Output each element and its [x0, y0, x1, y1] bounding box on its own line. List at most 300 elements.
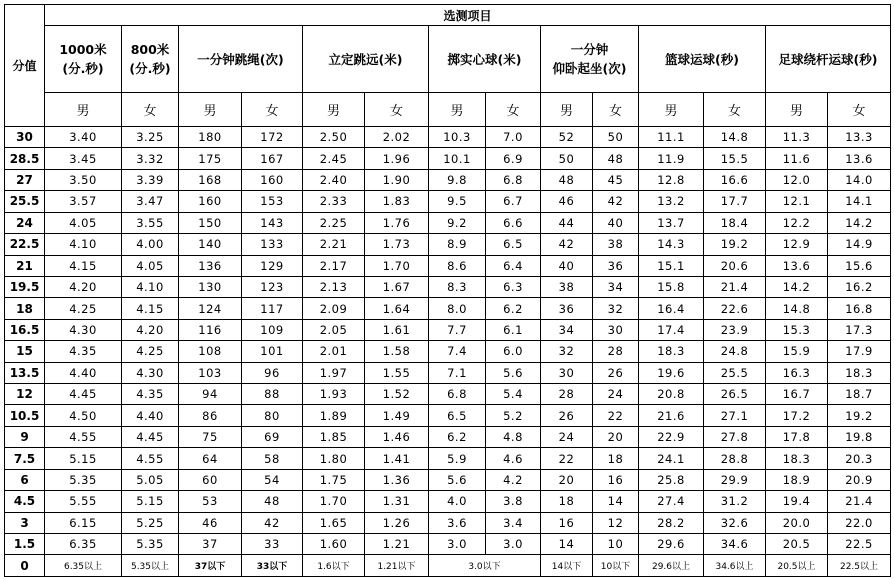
table-cell: 14.2 — [828, 212, 891, 233]
table-cell: 22.6 — [704, 298, 766, 319]
table-cell: 4.40 — [122, 405, 179, 426]
table-cell: 75 — [179, 426, 242, 447]
table-cell: 16 — [541, 512, 593, 533]
table-cell: 3.57 — [45, 191, 122, 212]
table-cell: 1.60 — [303, 534, 365, 555]
table-cell: 1.41 — [365, 448, 429, 469]
table-cell: 19.8 — [828, 426, 891, 447]
table-cell: 167 — [242, 148, 303, 169]
table-row — [5, 276, 891, 297]
table-cell: 2.17 — [303, 255, 365, 276]
table-cell: 4.35 — [122, 384, 179, 405]
table-cell: 2.13 — [303, 276, 365, 297]
table-cell: 4.50 — [45, 405, 122, 426]
table-cell: 11.9 — [639, 148, 704, 169]
table-cell: 53 — [179, 491, 242, 512]
table-cell: 5.05 — [122, 469, 179, 490]
table-cell: 33 — [242, 534, 303, 555]
table-cell: 6.1 — [486, 319, 541, 340]
table-cell: 101 — [242, 341, 303, 362]
score-value: 15 — [5, 341, 45, 362]
table-cell: 26 — [593, 362, 639, 383]
table-cell: 32 — [593, 298, 639, 319]
table-cell: 1.93 — [303, 384, 365, 405]
table-cell: 4.30 — [122, 362, 179, 383]
table-cell: 94 — [179, 384, 242, 405]
score-value: 12 — [5, 384, 45, 405]
table-cell: 13.6 — [766, 255, 828, 276]
table-cell: 4.6 — [486, 448, 541, 469]
table-cell: 6.35 — [45, 534, 122, 555]
table-cell: 3.55 — [122, 212, 179, 233]
score-value: 22.5 — [5, 234, 45, 255]
table-cell: 19.2 — [828, 405, 891, 426]
score-value: 27 — [5, 169, 45, 190]
table-cell: 1.70 — [365, 255, 429, 276]
table-cell: 150 — [179, 212, 242, 233]
table-row — [5, 426, 891, 447]
table-cell: 1.31 — [365, 491, 429, 512]
table-cell: 18 — [593, 448, 639, 469]
female-header: 女 — [122, 93, 179, 127]
table-cell: 25.8 — [639, 469, 704, 490]
male-header: 男 — [45, 93, 122, 127]
table-cell: 27.8 — [704, 426, 766, 447]
table-cell: 10.3 — [429, 127, 486, 148]
table-cell: 3.45 — [45, 148, 122, 169]
table-cell: 38 — [593, 234, 639, 255]
table-cell: 3.40 — [45, 127, 122, 148]
table-cell: 4.00 — [122, 234, 179, 255]
table-cell: 108 — [179, 341, 242, 362]
table-cell: 130 — [179, 276, 242, 297]
table-cell: 20.0 — [766, 512, 828, 533]
table-cell: 4.20 — [45, 276, 122, 297]
table-row — [5, 255, 891, 276]
table-cell: 4.05 — [45, 212, 122, 233]
table-cell: 2.25 — [303, 212, 365, 233]
table-cell: 23.9 — [704, 319, 766, 340]
table-cell: 24.8 — [704, 341, 766, 362]
table-cell: 22 — [541, 448, 593, 469]
table-cell: 13.7 — [639, 212, 704, 233]
score-value: 0 — [5, 555, 45, 577]
table-cell: 17.3 — [828, 319, 891, 340]
table-cell: 4.55 — [45, 426, 122, 447]
table-cell: 45 — [593, 169, 639, 190]
table-cell: 17.4 — [639, 319, 704, 340]
female-header: 女 — [242, 93, 303, 127]
table-cell: 5.2 — [486, 405, 541, 426]
score-value: 24 — [5, 212, 45, 233]
table-cell: 26 — [541, 405, 593, 426]
table-cell: 16.3 — [766, 362, 828, 383]
table-cell: 136 — [179, 255, 242, 276]
table-cell: 2.33 — [303, 191, 365, 212]
table-row — [5, 534, 891, 555]
table-cell: 123 — [242, 276, 303, 297]
table-cell: 12.9 — [766, 234, 828, 255]
male-header: 男 — [179, 93, 242, 127]
table-cell: 13.2 — [639, 191, 704, 212]
score-value: 13.5 — [5, 362, 45, 383]
table-cell: 33以下 — [242, 555, 303, 577]
table-cell: 2.40 — [303, 169, 365, 190]
item-header-line1: 800米 — [130, 42, 170, 57]
table-cell: 1.52 — [365, 384, 429, 405]
table-cell: 13.6 — [828, 148, 891, 169]
table-cell: 44 — [541, 212, 593, 233]
table-row — [5, 469, 891, 490]
item-header-line2: (分.秒) — [62, 61, 104, 76]
table-cell: 48 — [541, 169, 593, 190]
table-cell: 5.55 — [45, 491, 122, 512]
table-cell: 37以下 — [179, 555, 242, 577]
table-cell: 4.25 — [122, 341, 179, 362]
table-cell: 52 — [541, 127, 593, 148]
table-cell: 4.30 — [45, 319, 122, 340]
table-cell: 1.75 — [303, 469, 365, 490]
table-cell: 5.6 — [429, 469, 486, 490]
table-cell: 4.55 — [122, 448, 179, 469]
item-header-6 — [639, 26, 766, 93]
table-cell: 12 — [593, 512, 639, 533]
table-cell: 3.4 — [486, 512, 541, 533]
table-cell: 64 — [179, 448, 242, 469]
table-cell: 34.6以上 — [704, 555, 766, 577]
table-cell: 6.5 — [429, 405, 486, 426]
table-cell: 27.4 — [639, 491, 704, 512]
table-cell: 5.15 — [45, 448, 122, 469]
table-cell: 4.35 — [45, 341, 122, 362]
table-cell: 40 — [593, 212, 639, 233]
table-cell: 129 — [242, 255, 303, 276]
item-header-7 — [766, 26, 891, 93]
table-cell: 3.0 — [429, 534, 486, 555]
table-cell: 2.50 — [303, 127, 365, 148]
score-value: 28.5 — [5, 148, 45, 169]
group-title: 选测项目 — [45, 5, 891, 26]
table-cell: 1.55 — [365, 362, 429, 383]
table-cell: 50 — [593, 127, 639, 148]
table-cell: 36 — [593, 255, 639, 276]
item-header-line1: 1000米 — [59, 42, 107, 57]
item-header-2 — [179, 26, 303, 93]
item-header-line1: 一分钟跳绳(次) — [197, 52, 284, 67]
score-value: 19.5 — [5, 276, 45, 297]
table-row — [5, 448, 891, 469]
table-cell: 5.35 — [45, 469, 122, 490]
table-cell: 14 — [593, 491, 639, 512]
item-header-5 — [541, 26, 639, 93]
table-cell: 3.50 — [45, 169, 122, 190]
table-cell: 28.2 — [639, 512, 704, 533]
table-cell: 8.6 — [429, 255, 486, 276]
table-cell: 153 — [242, 191, 303, 212]
table-cell: 3.32 — [122, 148, 179, 169]
table-cell: 2.09 — [303, 298, 365, 319]
table-row — [5, 405, 891, 426]
table-cell: 4.15 — [122, 298, 179, 319]
table-cell: 5.4 — [486, 384, 541, 405]
table-cell: 14.9 — [828, 234, 891, 255]
table-cell: 19.2 — [704, 234, 766, 255]
table-cell: 6.3 — [486, 276, 541, 297]
table-cell: 15.9 — [766, 341, 828, 362]
table-cell: 18.4 — [704, 212, 766, 233]
table-cell: 88 — [242, 384, 303, 405]
table-cell: 6.15 — [45, 512, 122, 533]
table-row — [5, 212, 891, 233]
table-cell: 10 — [593, 534, 639, 555]
table-cell: 27.1 — [704, 405, 766, 426]
score-value: 16.5 — [5, 319, 45, 340]
table-cell: 2.01 — [303, 341, 365, 362]
score-header: 分值 — [5, 5, 45, 127]
table-cell: 15.1 — [639, 255, 704, 276]
table-cell: 5.35以上 — [122, 555, 179, 577]
table-cell: 22.5 — [828, 534, 891, 555]
table-cell: 160 — [242, 169, 303, 190]
table-cell: 4.8 — [486, 426, 541, 447]
table-cell: 12.8 — [639, 169, 704, 190]
item-header-1 — [122, 26, 179, 93]
item-header-line2: 仰卧起坐(次) — [552, 61, 627, 76]
table-cell: 29.9 — [704, 469, 766, 490]
table-cell: 7.0 — [486, 127, 541, 148]
score-value: 6 — [5, 469, 45, 490]
table-cell: 1.21 — [365, 534, 429, 555]
table-cell: 168 — [179, 169, 242, 190]
score-value: 10.5 — [5, 405, 45, 426]
table-cell: 20.8 — [639, 384, 704, 405]
table-cell: 4.45 — [45, 384, 122, 405]
item-header-3 — [303, 26, 429, 93]
table-cell: 21.4 — [704, 276, 766, 297]
table-cell: 116 — [179, 319, 242, 340]
table-cell: 6.2 — [429, 426, 486, 447]
table-cell: 1.70 — [303, 491, 365, 512]
table-cell: 17.7 — [704, 191, 766, 212]
table-cell: 69 — [242, 426, 303, 447]
table-cell: 24 — [541, 426, 593, 447]
table-cell: 25.5 — [704, 362, 766, 383]
item-header-line1: 足球绕杆运球(秒) — [778, 52, 878, 67]
table-cell: 172 — [242, 127, 303, 148]
table-cell: 1.85 — [303, 426, 365, 447]
table-cell: 6.4 — [486, 255, 541, 276]
table-cell: 4.40 — [45, 362, 122, 383]
table-cell: 80 — [242, 405, 303, 426]
table-cell: 36 — [541, 298, 593, 319]
table-cell: 22.0 — [828, 512, 891, 533]
table-row — [5, 148, 891, 169]
table-cell: 86 — [179, 405, 242, 426]
table-cell: 1.58 — [365, 341, 429, 362]
table-cell: 1.65 — [303, 512, 365, 533]
table-cell: 11.6 — [766, 148, 828, 169]
table-cell: 14.8 — [704, 127, 766, 148]
table-cell: 17.8 — [766, 426, 828, 447]
table-cell: 3.6 — [429, 512, 486, 533]
table-cell: 10.1 — [429, 148, 486, 169]
item-header-line1: 掷实心球(米) — [447, 52, 522, 67]
table-cell: 117 — [242, 298, 303, 319]
table-cell: 14.2 — [766, 276, 828, 297]
score-value: 7.5 — [5, 448, 45, 469]
table-row — [5, 298, 891, 319]
table-cell: 1.80 — [303, 448, 365, 469]
table-cell: 103 — [179, 362, 242, 383]
female-header: 女 — [704, 93, 766, 127]
table-cell: 5.15 — [122, 491, 179, 512]
table-row — [5, 341, 891, 362]
table-cell: 14以下 — [541, 555, 593, 577]
table-cell: 8.0 — [429, 298, 486, 319]
male-header: 男 — [429, 93, 486, 127]
table-cell: 20 — [593, 426, 639, 447]
table-row — [5, 384, 891, 405]
table-cell: 16 — [593, 469, 639, 490]
table-cell: 18.3 — [766, 448, 828, 469]
score-value: 25.5 — [5, 191, 45, 212]
table-cell: 20.9 — [828, 469, 891, 490]
table-cell: 6.7 — [486, 191, 541, 212]
table-cell: 42 — [593, 191, 639, 212]
table-cell: 1.89 — [303, 405, 365, 426]
table-cell: 46 — [541, 191, 593, 212]
table-cell: 28.8 — [704, 448, 766, 469]
table-cell: 4.45 — [122, 426, 179, 447]
score-value: 3 — [5, 512, 45, 533]
table-cell: 29.6以上 — [639, 555, 704, 577]
table-cell: 5.9 — [429, 448, 486, 469]
table-cell: 22.9 — [639, 426, 704, 447]
table-cell: 60 — [179, 469, 242, 490]
female-header: 女 — [365, 93, 429, 127]
table-cell: 15.5 — [704, 148, 766, 169]
table-cell: 4.20 — [122, 319, 179, 340]
table-cell: 2.05 — [303, 319, 365, 340]
table-cell: 1.76 — [365, 212, 429, 233]
table-cell: 18.9 — [766, 469, 828, 490]
table-row — [5, 191, 891, 212]
table-cell: 20.6 — [704, 255, 766, 276]
table-cell: 4.05 — [122, 255, 179, 276]
table-cell: 4.10 — [122, 276, 179, 297]
table-cell: 34.6 — [704, 534, 766, 555]
table-cell: 14.8 — [766, 298, 828, 319]
table-cell: 50 — [541, 148, 593, 169]
score-value: 4.5 — [5, 491, 45, 512]
table-row — [5, 169, 891, 190]
table-cell: 2.02 — [365, 127, 429, 148]
table-cell: 6.2 — [486, 298, 541, 319]
table-cell: 6.5 — [486, 234, 541, 255]
table-cell: 11.3 — [766, 127, 828, 148]
table-cell: 28 — [541, 384, 593, 405]
table-cell: 10以下 — [593, 555, 639, 577]
table-cell: 14 — [541, 534, 593, 555]
table-cell: 5.6 — [486, 362, 541, 383]
table-cell: 42 — [541, 234, 593, 255]
table-cell: 2.45 — [303, 148, 365, 169]
table-cell: 1.6以下 — [303, 555, 365, 577]
item-header-line2: (分.秒) — [129, 61, 171, 76]
table-cell: 2.21 — [303, 234, 365, 255]
table-cell: 17.9 — [828, 341, 891, 362]
table-cell: 1.83 — [365, 191, 429, 212]
table-cell: 18.3 — [828, 362, 891, 383]
table-cell: 20.5以上 — [766, 555, 828, 577]
table-cell: 16.4 — [639, 298, 704, 319]
table-cell: 3.25 — [122, 127, 179, 148]
table-cell: 1.46 — [365, 426, 429, 447]
table-cell: 5.25 — [122, 512, 179, 533]
table-cell: 1.73 — [365, 234, 429, 255]
table-cell: 19.4 — [766, 491, 828, 512]
table-cell: 19.6 — [639, 362, 704, 383]
table-cell: 9.8 — [429, 169, 486, 190]
table-cell: 14.1 — [828, 191, 891, 212]
table-cell: 6.35以上 — [45, 555, 122, 577]
table-cell: 1.61 — [365, 319, 429, 340]
table-cell: 160 — [179, 191, 242, 212]
item-header-0 — [45, 26, 122, 93]
table-cell: 1.64 — [365, 298, 429, 319]
table-cell: 143 — [242, 212, 303, 233]
table-cell: 16.7 — [766, 384, 828, 405]
table-cell: 16.8 — [828, 298, 891, 319]
male-header: 男 — [541, 93, 593, 127]
table-cell: 42 — [242, 512, 303, 533]
table-cell: 4.2 — [486, 469, 541, 490]
item-header-4 — [429, 26, 541, 93]
male-header: 男 — [766, 93, 828, 127]
table-cell: 8.9 — [429, 234, 486, 255]
table-cell: 18.3 — [639, 341, 704, 362]
table-cell: 1.26 — [365, 512, 429, 533]
table-cell: 140 — [179, 234, 242, 255]
female-header: 女 — [593, 93, 639, 127]
table-cell: 29.6 — [639, 534, 704, 555]
table-cell: 26.5 — [704, 384, 766, 405]
table-cell: 34 — [541, 319, 593, 340]
table-cell: 17.2 — [766, 405, 828, 426]
female-header: 女 — [486, 93, 541, 127]
table-cell: 21.6 — [639, 405, 704, 426]
table-row — [5, 319, 891, 340]
table-cell: 14.0 — [828, 169, 891, 190]
table-cell: 16.2 — [828, 276, 891, 297]
table-cell: 24 — [593, 384, 639, 405]
table-cell: 37 — [179, 534, 242, 555]
table-cell: 133 — [242, 234, 303, 255]
score-value: 30 — [5, 127, 45, 148]
female-header: 女 — [828, 93, 891, 127]
table-cell: 38 — [541, 276, 593, 297]
male-header: 男 — [639, 93, 704, 127]
table-cell: 96 — [242, 362, 303, 383]
male-header: 男 — [303, 93, 365, 127]
table-cell: 18 — [541, 491, 593, 512]
table-cell: 6.9 — [486, 148, 541, 169]
table-cell: 30 — [541, 362, 593, 383]
item-header-line1: 篮球运球(秒) — [665, 52, 739, 67]
table-cell: 3.39 — [122, 169, 179, 190]
table-cell: 32.6 — [704, 512, 766, 533]
table-cell: 14.3 — [639, 234, 704, 255]
